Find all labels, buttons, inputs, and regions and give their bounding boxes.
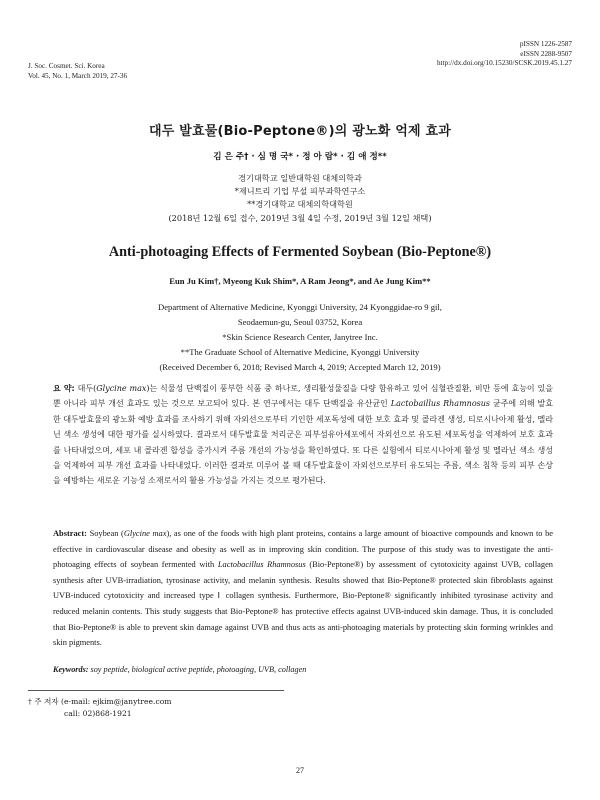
journal-identifiers	[437, 40, 572, 69]
abstract-en-bacteria: Lactobacillus Rhamnosus	[217, 560, 306, 570]
footnote-email: † 주 저자 (e-mail: ejkim@janytree.com	[28, 697, 172, 706]
abstract-ko-label: 요 약:	[53, 384, 75, 393]
footnote-phone: call: 02)868-1921	[64, 709, 132, 718]
affiliation-en-2: Seodaemun-gu, Seoul 03752, Korea	[237, 317, 363, 327]
eissn: eISSN 2288-9507	[520, 49, 572, 58]
journal-name: J. Soc. Cosmet. Sci. Korea	[28, 62, 105, 70]
abstract-en-text: (Bio-Peptone®) by assessment of cytotoxicity against UVB, collagen synthesis after UVB-irradiation, tyrosinase activity, and melanin synthesis. Results showed that Bio-Peptone® protected skin fibroblasts against UVB-induced cytotoxicity and increased type Ⅰ collagen synthesis. Furthermore, Bio-Peptone® significantly inhibited tyrosinase activity and reduced melanin contents. This study suggests that Bio-Peptone® has protective effects against UVB-induced skin damage. Thus, it is concluded that Bio-Peptone® is able to prevent skin damage against UVB and thus acts as anti-photoaging materials by protecting skin forming wrinkles and skin pigments.	[53, 560, 553, 648]
pissn: pISSN 1226-2587	[519, 40, 572, 48]
authors-korean: 김 은 주† · 심 명 국* · 정 아 람* · 김 애 정**	[213, 152, 387, 162]
doi-link[interactable]: http://dx.doi.org/10.15230/SCSK.2019.45.1.27	[436, 59, 572, 67]
abstract-en-label: Abstract:	[53, 529, 87, 538]
abstract-ko-bacteria: Lactobaillus Rhamnosus	[390, 399, 490, 409]
page-number: 27	[296, 766, 304, 775]
title-english: Anti-photoaging Effects of Fermented Soybean (Bio-Peptone®)	[108, 244, 492, 260]
abstract-en-text: ), as one of the foods with high plant proteins, contains a large amount of bioactive compounds and known to be effective in cardiovascular disease and obesity as well as in improving skin condition. The purpose of this study was to investigate the anti-photoaging effects of soybean fermented with	[53, 529, 553, 570]
journal-citation	[28, 62, 127, 81]
dates-ko: (2018년 12월 6일 접수, 2019년 3월 4일 수정, 2019년 3월 12일 채택)	[168, 212, 432, 223]
abstract-en-species: Glycine max	[123, 529, 167, 538]
affiliation-ko-2: *제니트리 기업 부설 피부과학연구소	[234, 186, 366, 197]
keywords	[53, 665, 553, 674]
abstract-korean	[53, 381, 553, 489]
keywords-values: soy peptide, biological active peptide, photoaging, UVB, collagen	[88, 665, 307, 674]
affiliation-ko-1: 경기대학교 일반대학원 대체의학과	[238, 173, 362, 183]
abstract-english	[53, 526, 553, 651]
footnote-divider	[28, 690, 284, 691]
abstract-ko-species: Glycine max	[96, 384, 147, 393]
keywords-label: Keywords:	[53, 665, 89, 674]
journal-volume: Vol. 45, No. 1, March 2019, 27-36	[28, 71, 128, 80]
affiliation-en-3: *Skin Science Research Center, Janytree Inc.	[222, 332, 378, 342]
authors-english: Eun Ju Kim†, Myeong Kuk Shim*, A Ram Jeong*, and Ae Jung Kim**	[169, 276, 431, 286]
corresponding-author-footnote	[28, 696, 171, 720]
affiliations-english	[0, 300, 600, 375]
affiliation-en-1: Department of Alternative Medicine, Kyonggi University, 24 Kyonggidae-ro 9 gil,	[158, 302, 442, 312]
affiliation-ko-3: **경기대학교 대체의학대학원	[247, 199, 353, 210]
abstract-en-text: Soybean (	[86, 529, 124, 538]
abstract-ko-text: )는 식물성 단백질이 풍부한 식품 중 하나로, 생리활성물질을 다량 함유하고 있어 심혈관질환, 비만 등에 효능이 있을 뿐 아니라 피부 개선 효과도 있는 것으로 보고되어 있다. 본 연구에서는 대두 단백질을 유산균인	[53, 384, 553, 409]
title-korean: 대두 발효물(Bio-Peptone®)의 광노화 억제 효과	[149, 124, 451, 139]
abstract-ko-text: 균주에 의해 발효한 대두발효물의 광노화 예방 효과를 조사하기 위해 자외선으로부터 기인한 세포독성에 대한 보호 효과 및 콜라겐 생성, 티로시나아제 활성, 멜라닌 색소 생성에 대한 평가를 실시하였다. 결과로서 대두발효물 처리군은 피부섬유아세포에서 자외선으로 유도된 세포독성을 억제하여 보호 효과를 나타내었으며, 세포 내 콜라겐 합성을 증가시켜 주름 개선의 가능성을 확인하였다. 또 다른 실험에서 티로시나아제 활성 및 멜라닌 색소 생성을 억제하여 피부 개선 효과를 나타내었다. 이러한 결과로 미루어 볼 때 대두발효물이 자외선으로부터 유도되는 주름, 색소 침착 등의 피부 손상을 예방하는 새로운 기능성 소재로서의 활용 가능성을 가지는 것으로 평가된다.	[53, 399, 553, 486]
abstract-ko-text: 대두(	[74, 384, 97, 393]
affiliations-korean	[0, 172, 600, 225]
affiliation-en-4: **The Graduate School of Alternative Medicine, Kyonggi University	[180, 347, 420, 357]
dates-en: (Received December 6, 2018; Revised March 4, 2019; Accepted March 12, 2019)	[159, 362, 441, 372]
